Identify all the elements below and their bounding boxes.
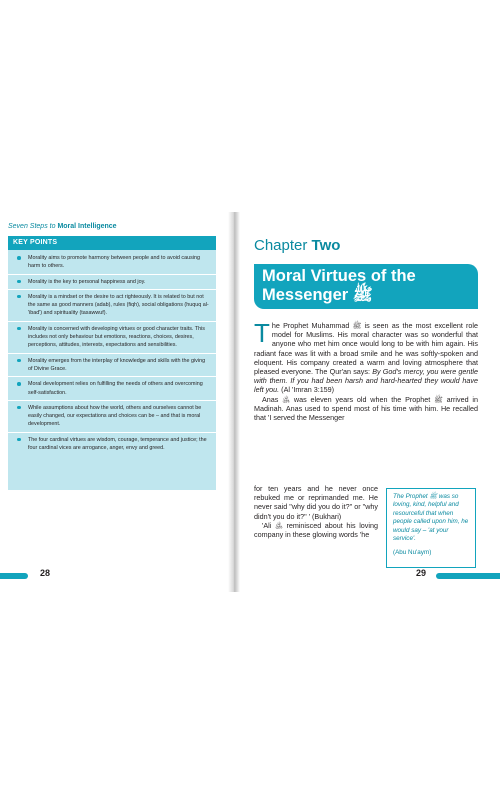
chapter-label [254, 237, 340, 254]
paragraph-text: for ten years and he never once rebuked me or reprimanded me. He never said "why did you do it?" or "why didn't you do it?" ' (Bukhari) [254, 484, 378, 521]
bullet-icon [17, 438, 21, 442]
bullet-icon [17, 382, 21, 386]
sidebar-source: (Abu Nu'aym) [393, 549, 432, 556]
chapter-title-block [254, 264, 478, 309]
chapter-title: Moral Virtues of the Messenger ﷺ [262, 267, 416, 304]
paragraph-3 [254, 484, 378, 521]
page-number-left: 28 [40, 568, 51, 578]
key-point-text: Morality is the key to personal happiness and joy. [28, 278, 146, 285]
divider [8, 353, 216, 354]
key-point-3 [8, 293, 216, 318]
running-head-book-title: Moral Intelligence [57, 223, 117, 230]
bullet-icon [17, 295, 21, 299]
key-point-text: Morality is concerned with developing virtues or good character traits. This includes not only behaviour but emotions, reactions, choices, desires, perceptions, attitudes, interests, expectations and sensibilities. [28, 325, 205, 349]
key-point-text: Morality emerges from the interplay of knowledge and skills with the giving of Divine Grace. [28, 357, 206, 372]
key-point-4 [8, 325, 216, 350]
bullet-icon [17, 327, 21, 331]
divider [8, 432, 216, 433]
quran-quote: By God's mercy, you were gentle with them. If you had been harsh and hard-hearted they would have left you. [254, 367, 478, 395]
book-gutter [228, 212, 240, 592]
bullet-icon [17, 280, 21, 284]
divider [8, 274, 216, 275]
key-points-box [8, 236, 216, 490]
paragraph-text: he Prophet Muhammad ﷺ is seen as the most excellent role model for Muslims. His moral character was so wonderful that anyone who met him once would long to be with him again. His radiant face was lit with a broad smile and he was softly-spoken and eloquent. His company created a warm and loving atmosphere that pleased everyone. The Qur'an says: [254, 321, 479, 377]
divider [8, 321, 216, 322]
key-point-6 [8, 380, 216, 397]
page-number-right: 29 [416, 568, 427, 578]
key-point-text: The four cardinal virtues are wisdom, courage, temperance and justice; the four cardinal vices are arrogance, anger, envy and greed. [28, 436, 207, 452]
narrow-column [254, 484, 378, 539]
paragraph-text: Anas ﵁ was eleven years old when the Prophet ﷺ arrived in Madinah. Anas used to spend most of his time with him. He recalled that 'I served the Messenger [254, 394, 478, 423]
key-point-text: Morality aims to promote harmony between people and to avoid causing harm to others. [28, 255, 200, 270]
drop-cap: T [254, 318, 270, 348]
divider [8, 289, 216, 290]
paragraph-2 [254, 395, 478, 423]
chapter-prefix: Chapter [254, 237, 308, 254]
key-points-list [8, 250, 216, 452]
bullet-icon [17, 256, 21, 260]
divider [8, 400, 216, 401]
paragraph-text: 'Ali ﵁ reminisced about his loving company in these glowing words 'he [254, 520, 378, 540]
key-point-7 [8, 404, 216, 429]
key-point-8 [8, 436, 216, 453]
key-point-2 [8, 278, 216, 286]
running-head [8, 223, 117, 230]
bullet-icon [17, 359, 21, 363]
paragraph-1 [254, 318, 479, 395]
chapter-number: Two [311, 237, 341, 254]
bullet-icon [17, 406, 21, 410]
sidebar-quote-box [386, 488, 476, 568]
key-point-1 [8, 254, 216, 271]
key-point-text: Moral development relies on fulfilling the needs of others and overcoming self-satisfaction. [28, 381, 203, 396]
key-point-text: While assumptions about how the world, others and ourselves cannot be easily changed, our expectations and choices can be – and that is moral development. [28, 404, 202, 428]
page-accent-bar-left [0, 573, 28, 579]
body-text [254, 318, 479, 423]
key-point-text: Morality is a mindset or the desire to act righteously. It is related to but not the same as good manners (adab), rules (fiqh), social obligations (huquq al-'ibad') and spirituality (tasawwuf). [28, 293, 209, 317]
sidebar-quote: The Prophet ﷺ was so loving, kind, helpful and resourceful that when people called upon him, he would say – 'at your service'. [393, 493, 469, 543]
quote-reference: (Al 'Imran 3:159) [281, 385, 335, 395]
key-points-title: KEY POINTS [8, 236, 216, 250]
page-accent-bar-right [436, 573, 500, 579]
running-head-series: Seven Steps to [8, 223, 56, 230]
key-point-5 [8, 357, 216, 374]
paragraph-4 [254, 521, 378, 539]
divider [8, 376, 216, 377]
